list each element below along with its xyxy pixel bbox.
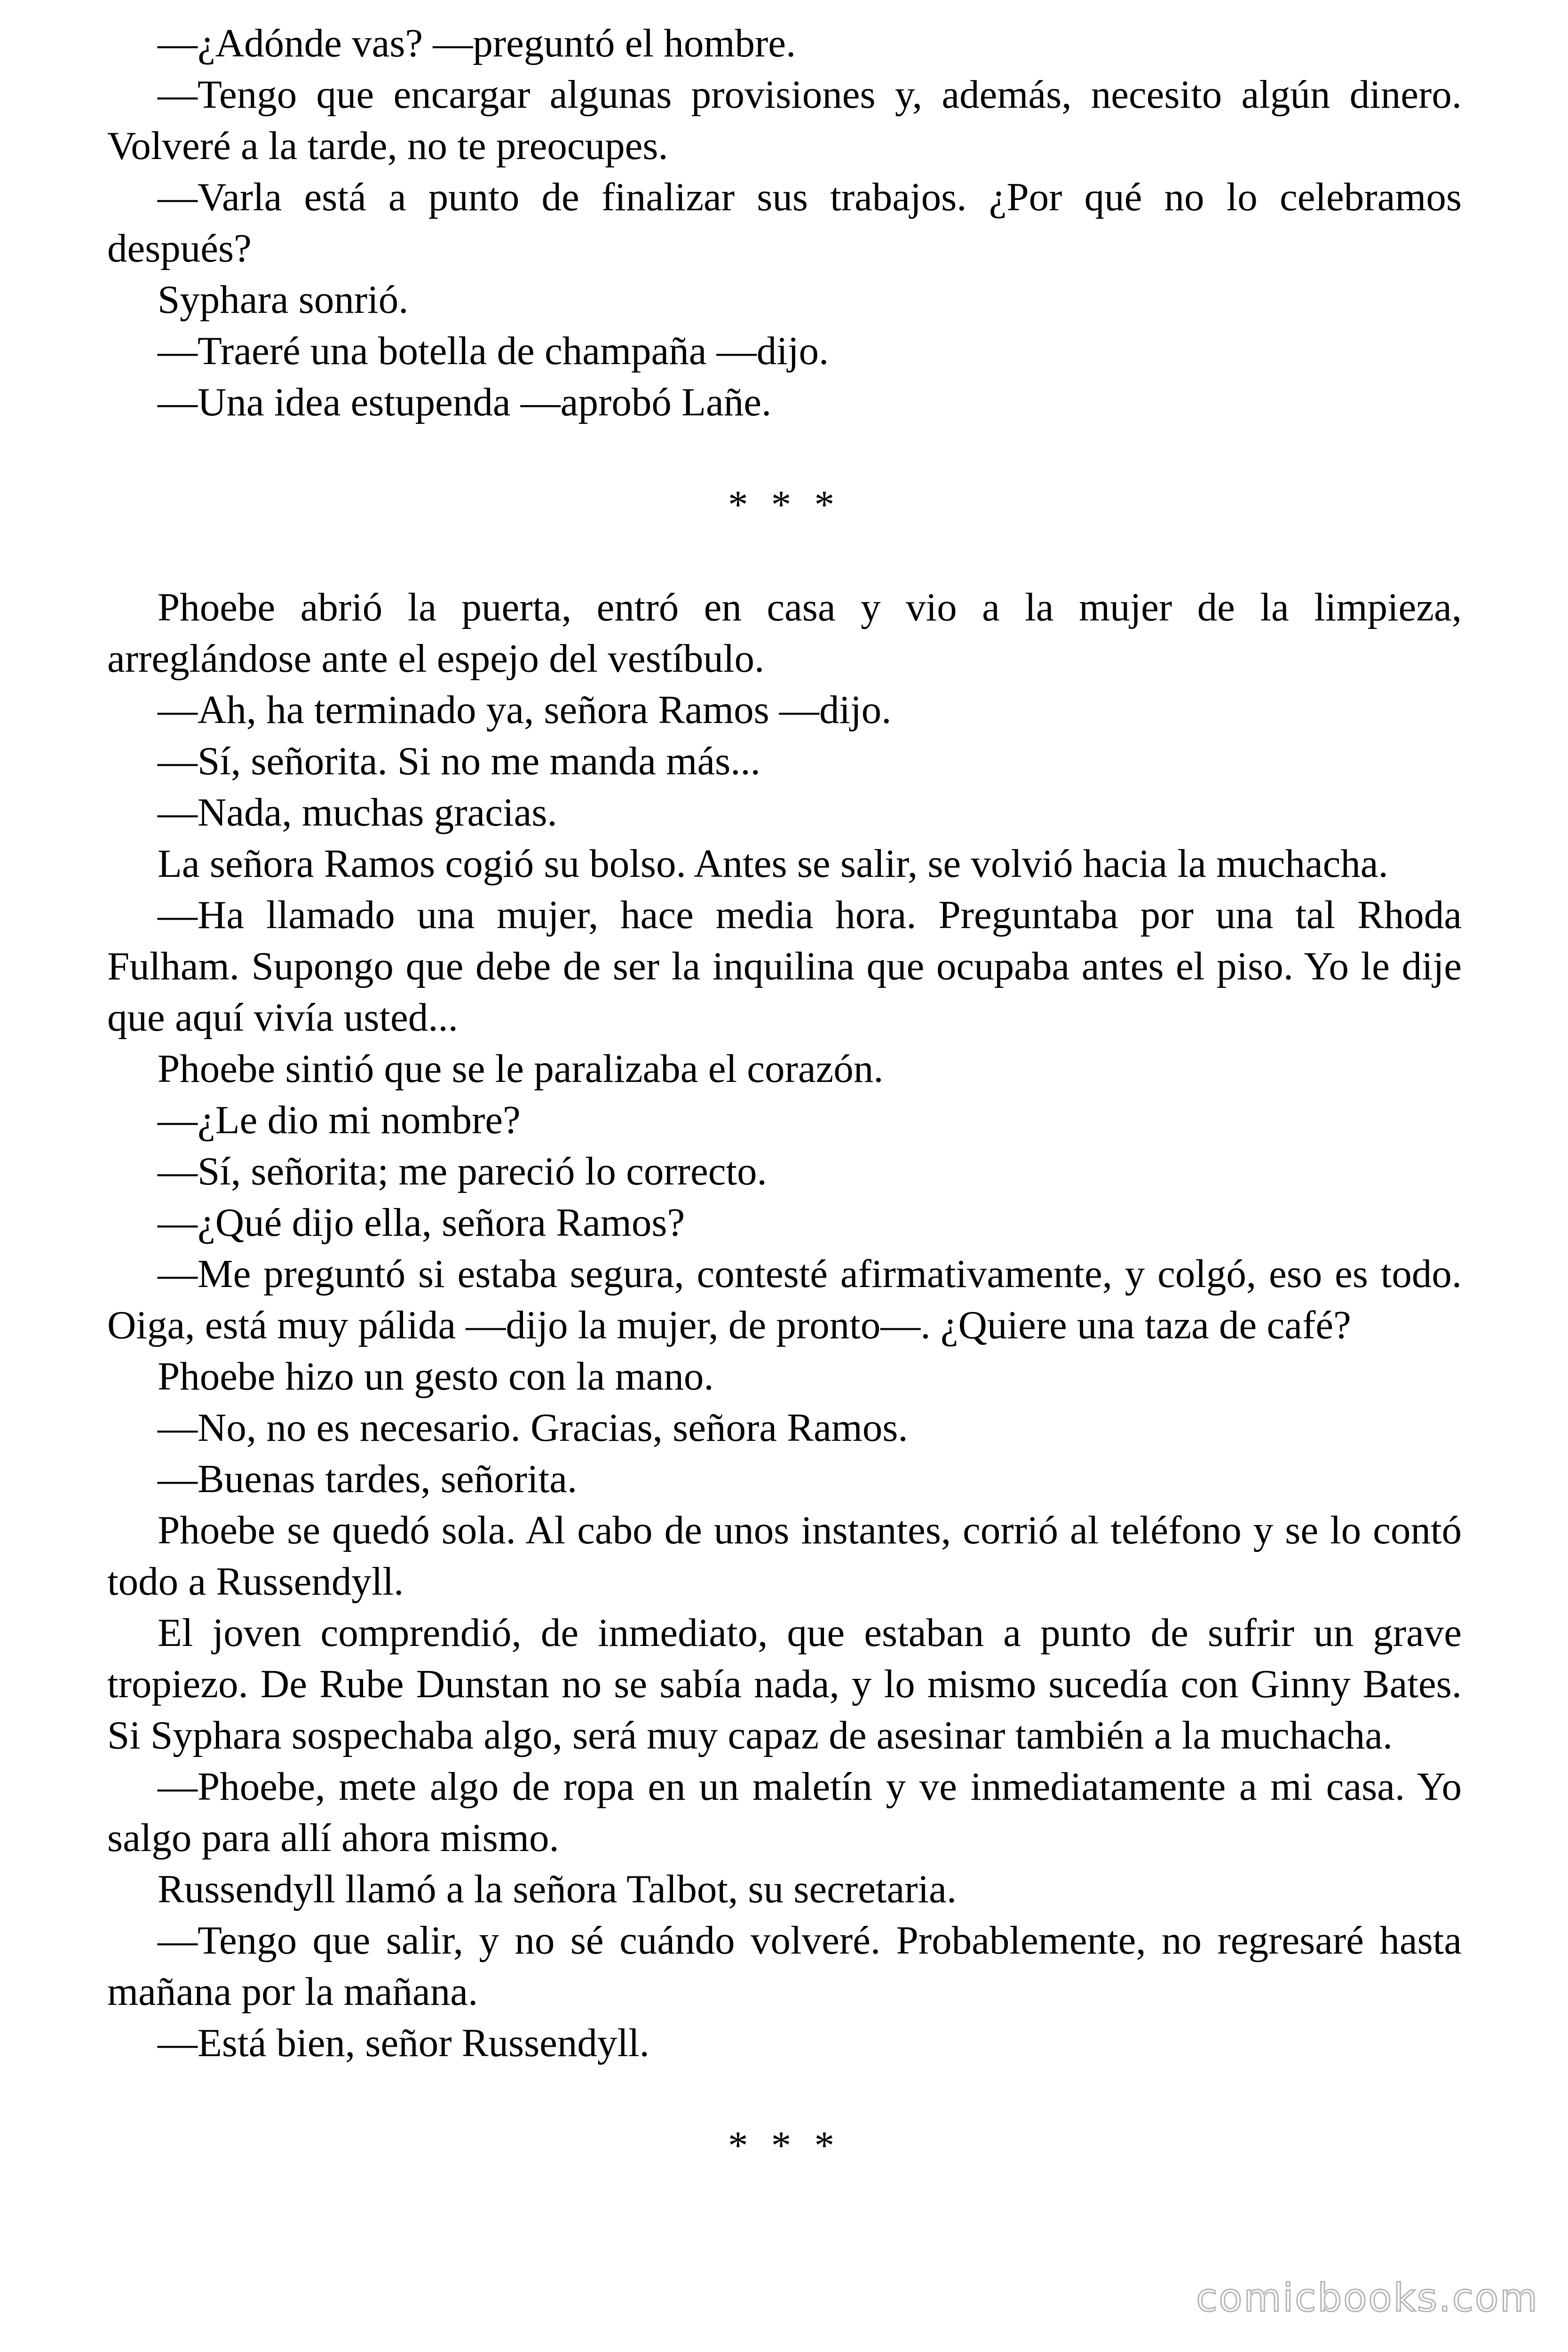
paragraph: Phoebe se quedó sola. Al cabo de unos instantes, corrió al teléfono y se lo contó todo a Russendyll. bbox=[107, 1508, 1462, 1604]
paragraph: —Ha llamado una mujer, hace media hora. Preguntaba por una tal Rhoda Fulham. Supongo que debe de ser la inquilina que ocupaba antes el piso. Yo le dije que aquí vivía usted... bbox=[107, 893, 1462, 1040]
paragraph: Phoebe sintió que se le paralizaba el corazón. bbox=[158, 1047, 884, 1091]
paragraph: —Nada, muchas gracias. bbox=[158, 790, 557, 834]
spacer bbox=[107, 2069, 1462, 2120]
paragraph: La señora Ramos cogió su bolso. Antes se salir, se volvió hacia la muchacha. bbox=[158, 842, 1388, 886]
paragraph: —Me preguntó si estaba segura, contesté afirmativamente, y colgó, eso es todo. Oiga, está muy pálida —dijo la mujer, de pronto—. ¿Quiere una taza de café? bbox=[107, 1252, 1462, 1347]
scene-break-end: * * * bbox=[728, 2123, 841, 2168]
paragraph: —Sí, señorita; me pareció lo correcto. bbox=[158, 1149, 767, 1193]
paragraph: —¿Adónde vas? —preguntó el hombre. bbox=[158, 21, 796, 65]
paragraph: Russendyll llamó a la señora Talbot, su secretaria. bbox=[158, 1867, 957, 1911]
paragraph: —¿Qué dijo ella, señora Ramos? bbox=[158, 1200, 685, 1245]
paragraph: —Una idea estupenda —aprobó Lañe. bbox=[158, 380, 772, 424]
paragraph: Phoebe hizo un gesto con la mano. bbox=[158, 1354, 714, 1398]
watermark: comicbooks.com bbox=[1196, 2276, 1539, 2320]
paragraph: —¿Le dio mi nombre? bbox=[158, 1098, 521, 1142]
paragraph: —Ah, ha terminado ya, señora Ramos —dijo. bbox=[158, 688, 892, 732]
paragraph: —Tengo que encargar algunas provisiones y, además, necesito algún dinero. Volveré a la tarde, no te preocupes. bbox=[107, 72, 1462, 168]
paragraph: El joven comprendió, de inmediato, que estaban a punto de sufrir un grave tropiezo. De Rube Dunstan no se sabía nada, y lo mismo sucedía con Ginny Bates. Si Syphara sospechaba algo, será muy capaz de asesinar también a la muchacha. bbox=[107, 1611, 1462, 1757]
paragraph: —Traeré una botella de champaña —dijo. bbox=[158, 329, 829, 373]
paragraph: —Tengo que salir, y no sé cuándo volveré. Probablemente, no regresaré hasta mañana por la mañana. bbox=[107, 1918, 1462, 2014]
paragraph: —No, no es necesario. Gracias, señora Ramos. bbox=[158, 1406, 908, 1450]
paragraph: —Phoebe, mete algo de ropa en un maletín y ve inmediatamente a mi casa. Yo salgo para allí ahora mismo. bbox=[107, 1764, 1462, 1860]
paragraph: —Buenas tardes, señorita. bbox=[158, 1457, 578, 1501]
scene-break: * * * bbox=[728, 483, 841, 527]
paragraph: Syphara sonrió. bbox=[158, 278, 409, 322]
paragraph: —Sí, señorita. Si no me manda más... bbox=[158, 739, 760, 783]
paragraph: Phoebe abrió la puerta, entró en casa y vio a la mujer de la limpieza, arreglándose ante el espejo del vestíbulo. bbox=[107, 585, 1462, 681]
paragraph: —Está bien, señor Russendyll. bbox=[158, 2021, 649, 2065]
spacer bbox=[107, 531, 1462, 582]
spacer bbox=[107, 428, 1462, 479]
paragraph: —Varla está a punto de finalizar sus trabajos. ¿Por qué no lo celebramos después? bbox=[107, 175, 1462, 270]
page-body bbox=[107, 18, 1462, 2171]
